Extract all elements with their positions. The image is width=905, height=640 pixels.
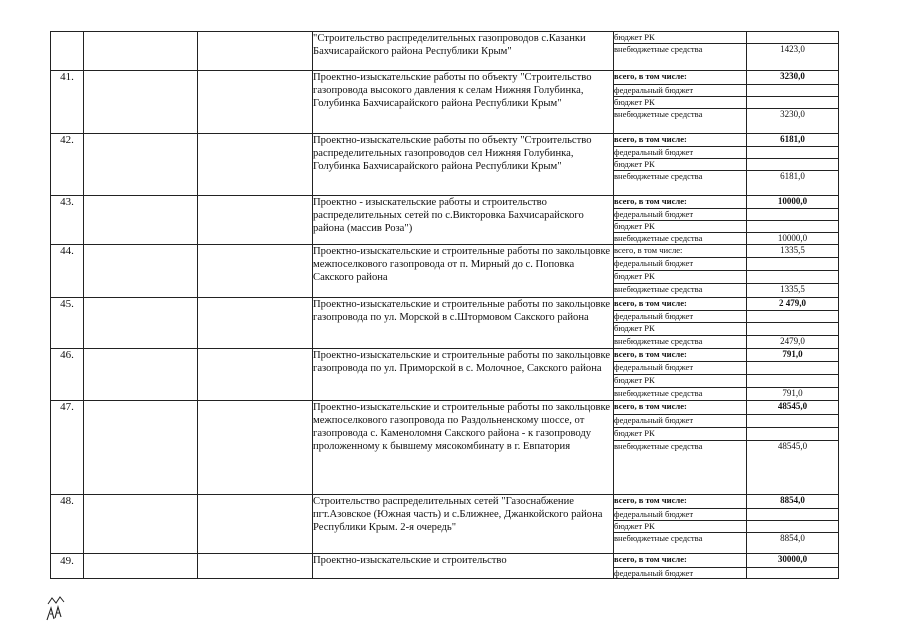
funding-source: всего, в том числе: bbox=[614, 134, 747, 147]
funding-amount: 10000,0 bbox=[747, 196, 839, 209]
table-row bbox=[51, 196, 839, 209]
project-description: "Строительство распределительных газопроводов с.Казанки Бахчисарайского района Республики Крым" bbox=[313, 32, 614, 71]
funding-amount bbox=[747, 323, 839, 336]
funding-amount bbox=[747, 509, 839, 521]
table-row bbox=[51, 71, 839, 85]
empty-cell bbox=[198, 401, 313, 495]
empty-cell bbox=[198, 298, 313, 349]
funding-source: всего, в том числе: bbox=[614, 298, 747, 311]
funding-source: всего, в том числе: bbox=[614, 495, 747, 509]
funding-source: всего, в том числе: bbox=[614, 245, 747, 258]
project-description: Проектно-изыскательские и строительные работы по закольцовке межпоселкового газопровода по Раздольненскому шоссе, от газопровода с. Каменоломня Сакского района - к газопроводу проложенному к бывшему мясокомбинату в г. Евпатория bbox=[313, 401, 614, 495]
funding-amount: 1335,5 bbox=[747, 284, 839, 298]
funding-source: внебюджетные средства bbox=[614, 441, 747, 495]
funding-amount: 791,0 bbox=[747, 349, 839, 362]
funding-source: бюджет РК bbox=[614, 271, 747, 284]
funding-source: федеральный бюджет bbox=[614, 509, 747, 521]
funding-source: бюджет РК bbox=[614, 521, 747, 533]
funding-amount bbox=[747, 521, 839, 533]
row-number: 44. bbox=[51, 245, 84, 298]
funding-amount bbox=[747, 568, 839, 579]
handwritten-initials bbox=[44, 594, 70, 624]
funding-amount: 10000,0 bbox=[747, 233, 839, 245]
funding-amount bbox=[747, 221, 839, 233]
funding-amount bbox=[747, 258, 839, 271]
funding-amount bbox=[747, 97, 839, 109]
empty-cell bbox=[84, 401, 198, 495]
table-body bbox=[51, 32, 839, 579]
project-description: Проектно-изыскательские и строительные работы по закольцовке газопровода по ул. Приморской в с. Молочное, Сакского района bbox=[313, 349, 614, 401]
empty-cell bbox=[84, 298, 198, 349]
funding-amount bbox=[747, 428, 839, 441]
funding-amount: 6181,0 bbox=[747, 171, 839, 196]
funding-source: федеральный бюджет bbox=[614, 362, 747, 375]
funding-source: бюджет РК bbox=[614, 428, 747, 441]
funding-amount: 8854,0 bbox=[747, 533, 839, 554]
funding-source: федеральный бюджет bbox=[614, 568, 747, 579]
funding-amount bbox=[747, 362, 839, 375]
empty-cell bbox=[84, 245, 198, 298]
funding-amount bbox=[747, 271, 839, 284]
funding-source: внебюджетные средства bbox=[614, 336, 747, 349]
row-number: 49. bbox=[51, 554, 84, 579]
project-description: Проектно-изыскательские работы по объекту "Строительство распределительных газопроводов сел Нижняя Голубинка, Голубинка Бахчисарайского района Республики Крым" bbox=[313, 134, 614, 196]
table-row bbox=[51, 134, 839, 147]
funding-amount bbox=[747, 85, 839, 97]
funding-source: внебюджетные средства bbox=[614, 109, 747, 134]
funding-source: федеральный бюджет bbox=[614, 209, 747, 221]
funding-source: бюджет РК bbox=[614, 221, 747, 233]
row-number: 41. bbox=[51, 71, 84, 134]
row-number: 47. bbox=[51, 401, 84, 495]
funding-source: всего, в том числе: bbox=[614, 196, 747, 209]
row-number: 45. bbox=[51, 298, 84, 349]
funding-source: бюджет РК bbox=[614, 32, 747, 44]
funding-source: федеральный бюджет bbox=[614, 415, 747, 428]
financing-table bbox=[50, 31, 839, 579]
table-row bbox=[51, 401, 839, 415]
empty-cell bbox=[198, 554, 313, 579]
funding-source: бюджет РК bbox=[614, 375, 747, 388]
empty-cell bbox=[198, 134, 313, 196]
empty-cell bbox=[84, 554, 198, 579]
empty-cell bbox=[198, 495, 313, 554]
funding-amount bbox=[747, 415, 839, 428]
empty-cell bbox=[84, 134, 198, 196]
funding-source: внебюджетные средства bbox=[614, 171, 747, 196]
funding-amount bbox=[747, 159, 839, 171]
row-number: 46. bbox=[51, 349, 84, 401]
funding-amount: 3230,0 bbox=[747, 109, 839, 134]
table-row bbox=[51, 495, 839, 509]
empty-cell bbox=[198, 349, 313, 401]
row-number: 43. bbox=[51, 196, 84, 245]
funding-amount: 1423,0 bbox=[747, 44, 839, 71]
project-description: Проектно - изыскательские работы и строительство распределительных сетей по с.Викторовка Бахчисарайского района (массив Роза") bbox=[313, 196, 614, 245]
table-row bbox=[51, 32, 839, 44]
funding-source: внебюджетные средства bbox=[614, 533, 747, 554]
funding-amount bbox=[747, 375, 839, 388]
empty-cell bbox=[84, 71, 198, 134]
funding-amount: 2 479,0 bbox=[747, 298, 839, 311]
empty-cell bbox=[198, 245, 313, 298]
funding-source: внебюджетные средства bbox=[614, 284, 747, 298]
funding-amount bbox=[747, 311, 839, 323]
funding-source: внебюджетные средства bbox=[614, 388, 747, 401]
funding-source: федеральный бюджет bbox=[614, 258, 747, 271]
funding-amount: 791,0 bbox=[747, 388, 839, 401]
funding-source: всего, в том числе: bbox=[614, 71, 747, 85]
funding-amount: 1335,5 bbox=[747, 245, 839, 258]
empty-cell bbox=[84, 495, 198, 554]
funding-source: всего, в том числе: bbox=[614, 401, 747, 415]
table-row bbox=[51, 245, 839, 258]
funding-source: бюджет РК bbox=[614, 159, 747, 171]
funding-source: федеральный бюджет bbox=[614, 147, 747, 159]
funding-amount bbox=[747, 32, 839, 44]
funding-source: бюджет РК bbox=[614, 97, 747, 109]
funding-amount: 48545,0 bbox=[747, 401, 839, 415]
project-description: Проектно-изыскательские и строительные работы по закольцовке межпоселкового газопровода от п. Мирный до с. Поповка Сакского района bbox=[313, 245, 614, 298]
row-number: 42. bbox=[51, 134, 84, 196]
funding-source: федеральный бюджет bbox=[614, 85, 747, 97]
table-row bbox=[51, 554, 839, 568]
empty-cell bbox=[84, 32, 198, 71]
funding-source: всего, в том числе: bbox=[614, 349, 747, 362]
project-description: Строительство распределительных сетей "Газоснабжение пгт.Азовское (Южная часть) и с.Ближнее, Джанкойского района Республики Крым. 2-я очередь" bbox=[313, 495, 614, 554]
funding-amount: 3230,0 bbox=[747, 71, 839, 85]
funding-amount: 48545,0 bbox=[747, 441, 839, 495]
project-description: Проектно-изыскательские работы по объекту "Строительство газопровода высокого давления к селам Нижняя Голубинка, Голубинка Бахчисарайского района Республики Крым" bbox=[313, 71, 614, 134]
funding-amount: 2479,0 bbox=[747, 336, 839, 349]
table-row bbox=[51, 298, 839, 311]
empty-cell bbox=[198, 71, 313, 134]
empty-cell bbox=[198, 32, 313, 71]
row-number bbox=[51, 32, 84, 71]
funding-source: бюджет РК bbox=[614, 323, 747, 336]
project-description: Проектно-изыскательские и строительные работы по закольцовке газопровода по ул. Морской в с.Штормовом Сакского района bbox=[313, 298, 614, 349]
funding-amount: 8854,0 bbox=[747, 495, 839, 509]
funding-amount bbox=[747, 209, 839, 221]
funding-amount bbox=[747, 147, 839, 159]
empty-cell bbox=[84, 349, 198, 401]
funding-source: внебюджетные средства bbox=[614, 233, 747, 245]
row-number: 48. bbox=[51, 495, 84, 554]
project-description: Проектно-изыскательские и строительство bbox=[313, 554, 614, 579]
empty-cell bbox=[198, 196, 313, 245]
empty-cell bbox=[84, 196, 198, 245]
funding-source: всего, в том числе: bbox=[614, 554, 747, 568]
table-row bbox=[51, 349, 839, 362]
funding-amount: 6181,0 bbox=[747, 134, 839, 147]
funding-amount: 30000,0 bbox=[747, 554, 839, 568]
funding-source: федеральный бюджет bbox=[614, 311, 747, 323]
funding-source: внебюджетные средства bbox=[614, 44, 747, 71]
